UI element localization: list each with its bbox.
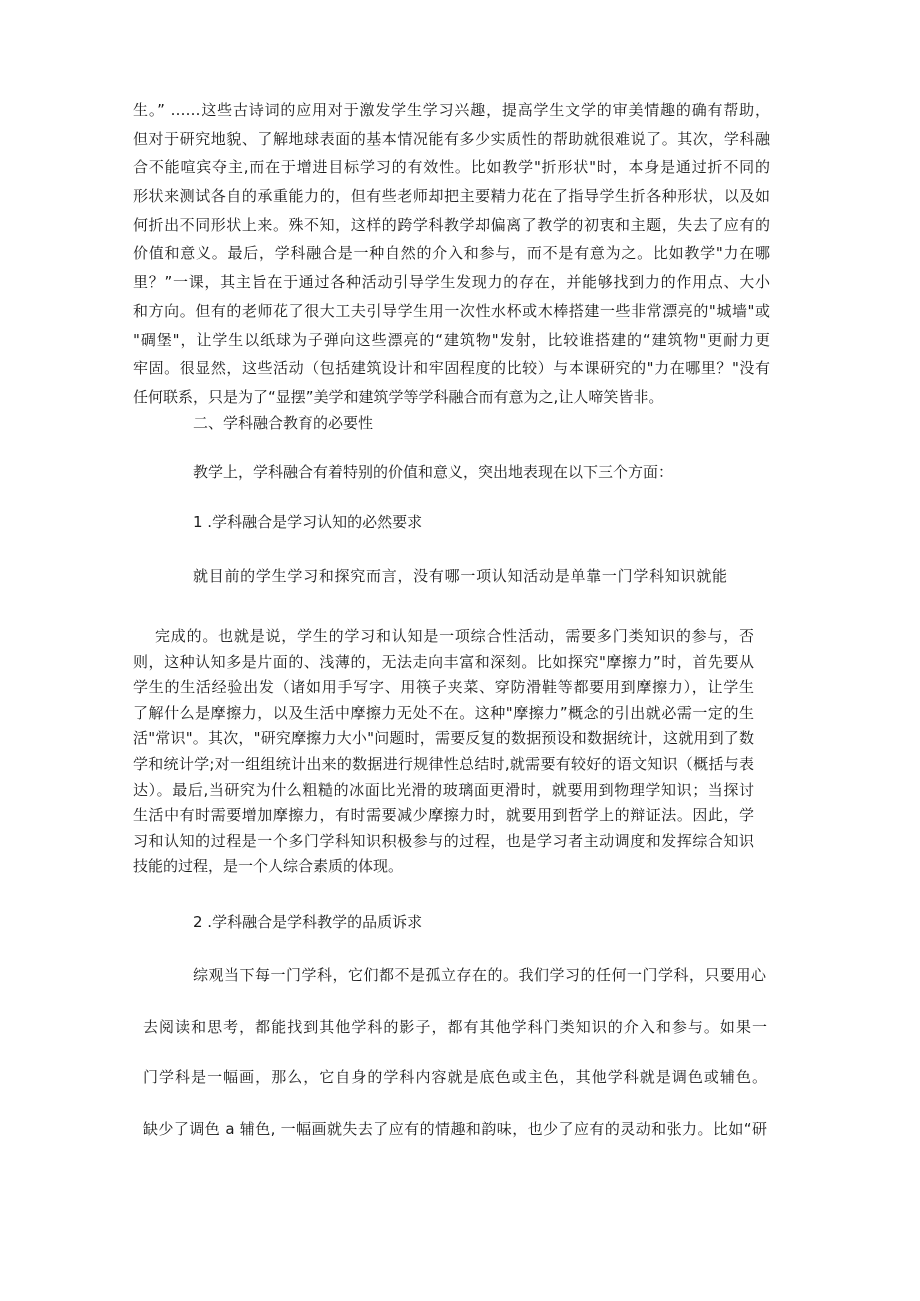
point-heading-text: 1 .学科融合是学习认知的必然要求 — [193, 513, 423, 531]
paragraph-line: 价值和意义。最后，学科融合是一种自然的介入和参与，而不是有意为之。比如教学"力在哪 — [133, 244, 770, 263]
point-heading-text: 2 .学科融合是学科教学的品质诉求 — [193, 913, 423, 931]
point-one-lead — [193, 562, 727, 590]
paragraph-line: 习和认知的过程是一个多门学科知识积极参与的过程，也是学习者主动调度和发挥综合知识 — [133, 831, 754, 850]
paragraph-line: 里？”一课，其主旨在于通过各种活动引导学生发现力的存在，并能够找到力的作用点、大小 — [133, 273, 770, 292]
paragraph-line-wrap — [143, 1062, 767, 1092]
paragraph-line: 则，这种认知多是片面的、浅薄的，无法走向丰富和深刻。比如探究"摩擦力”时，首先要从 — [133, 652, 754, 671]
paragraph-line: 合不能喧宾夺主,而在于增进目标学习的有效性。比如教学"折形状"时，本身是通过折不同的 — [133, 158, 770, 177]
point-lead-text: 就目前的学生学习和探究而言，没有哪一项认知活动是单靠一门学科知识就能 — [193, 567, 727, 585]
point-one-paragraph — [133, 624, 754, 880]
paragraph-line: 和方向。但有的老师花了很大工夫引导学生用一次性水杯或木棒搭建一些非常漂亮的"城墙"或 — [133, 301, 770, 320]
paragraph-line: 缺少了调色 a 辅色, 一幅画就失去了应有的情趣和韵味，也少了应有的灵动和张力。比如“研 — [143, 1120, 767, 1138]
paragraph-line-wrap — [143, 1114, 767, 1144]
paragraph-line: 活"常识"。其次，"研究摩擦力大小"问题时，需要反复的数据预设和数据统计，这就用到了数 — [133, 729, 754, 748]
paragraph-line: 生活中有时需要增加摩擦力，有时需要减少摩擦力时，就要用到哲学上的辩证法。因此，学 — [133, 806, 754, 825]
paragraph-line: 牢固。很显然，这些活动（包括建筑设计和牢固程度的比较）与本课研究的"力在哪里？"没有 — [133, 359, 770, 378]
paragraph-line: 何折出不同形状上来。殊不知，这样的跨学科教学却偏离了教学的初衷和主题，失去了应有的 — [133, 215, 770, 234]
paragraph-line: 达）。最后,当研究为什么粗糙的冰面比光滑的玻璃面更滑时，就要用到物理学知识；当探讨 — [133, 780, 754, 799]
paragraph-line: 学生的生活经验出发（诸如用手写字、用筷子夹菜、穿防滑鞋等都要用到摩擦力），让学生 — [133, 678, 754, 697]
point-two-heading — [193, 908, 422, 936]
paragraph-line: 但对于研究地貌、了解地球表面的基本情况能有多少实质性的帮助就很难说了。其次，学科融 — [133, 129, 770, 148]
paragraph-line: 门学科是一幅画，那么，它自身的学科内容就是底色或主色，其他学科就是调色或辅色。 — [143, 1068, 767, 1086]
paragraph-line: "碉堡"，让学生以纸球为子弹向这些漂亮的“建筑物"发射，比较谁搭建的“建筑物"更耐力更 — [133, 330, 770, 349]
paragraph-line-wrap — [193, 960, 766, 990]
paragraph-line: 学和统计学;对一组组统计出来的数据进行规律性总结时,就需要有较好的语文知识（概括与表 — [133, 754, 754, 773]
paragraph-line-wrap — [143, 1012, 767, 1042]
paragraph-line: 技能的过程，是一个人综合素质的体现。 — [133, 857, 404, 876]
paragraph-line: 综观当下每一门学科，它们都不是孤立存在的。我们学习的任何一门学科，只要用心 — [193, 966, 766, 984]
section-intro-text: 教学上，学科融合有着特别的价值和意义，突出地表现在以下三个方面： — [193, 463, 674, 481]
intro-paragraph — [133, 96, 770, 412]
point-one-heading — [193, 508, 422, 536]
section-two-intro — [193, 458, 673, 486]
paragraph-line: 完成的。也就是说，学生的学习和认知是一项综合性活动，需要多门类知识的参与，否 — [155, 627, 754, 645]
paragraph-line: 形状来测试各自的承重能力的，但有些老师却把主要精力花在了指导学生折各种形状，以及如 — [133, 187, 770, 206]
paragraph-line: 了解什么是摩擦力，以及生活中摩擦力无处不在。这种"摩擦力”概念的引出就必需一定的生 — [133, 703, 754, 722]
section-heading-text: 二、学科融合教育的必要性 — [193, 414, 374, 432]
section-two-heading — [193, 409, 373, 437]
paragraph-line: 任何联系，只是为了“显摆”美学和建筑学等学科融合而有意为之,让人啼笑皆非。 — [133, 387, 664, 406]
paragraph-line: 生。” ……这些古诗词的应用对于激发学生学习兴趣，提高学生文学的审美情趣的确有帮助， — [133, 101, 770, 119]
paragraph-line: 去阅读和思考，都能找到其他学科的影子，都有其他学科门类知识的介入和参与。如果一 — [143, 1018, 767, 1036]
